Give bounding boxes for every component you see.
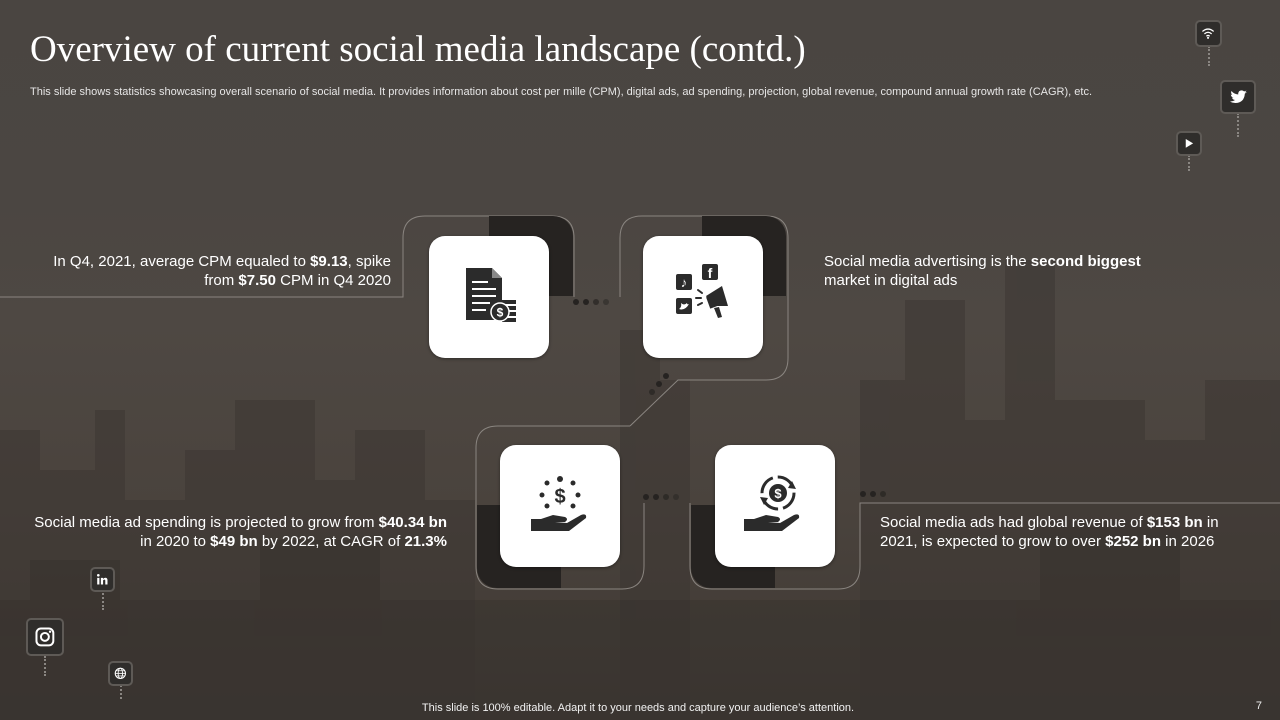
linkedin-icon [95,572,110,587]
instagram-icon [33,625,57,649]
svg-text:♪: ♪ [680,275,688,290]
money-hand-icon [525,471,595,541]
decor-line [44,656,46,676]
play-icon [1181,136,1196,151]
page-number: 7 [1255,700,1262,712]
decor-line [102,590,104,610]
global-revenue-icon [740,471,810,541]
twitter-badge [1220,80,1256,114]
digital-ads-tile [643,236,763,358]
decor-line [1208,46,1210,66]
footer-note: This slide is 100% editable. Adapt it to your needs and capture your audience’s attention. [421,702,855,714]
wifi-icon [1200,25,1216,41]
globe-icon [113,666,128,681]
decor-line [1237,113,1239,137]
play-badge [1176,131,1202,156]
decor-line [120,685,122,699]
social-megaphone-icon [668,262,738,332]
stat-global-revenue: Social media ads had global revenue of $153 bn in 2021, is expected to grow to over $252 bn in 2026 [880,514,1219,550]
stat-digital-ads: Social media advertising is the second biggest market in digital ads [824,253,1141,289]
stat-cpm: In Q4, 2021, average CPM equaled to $9.13, spike from $7.50 CPM in Q4 2020 [53,253,391,289]
svg-text:$: $ [496,305,504,320]
cpm-invoice-icon [454,262,524,332]
twitter-icon [1227,87,1249,108]
instagram-badge [26,618,64,656]
ad-spending-tile [500,445,620,567]
svg-text:$: $ [554,486,566,508]
linkedin-badge [90,567,115,592]
slide-title: Overview of current social media landscape (contd.) [30,29,806,70]
cpm-tile [429,236,549,358]
global-revenue-tile [715,445,835,567]
decor-line [1188,155,1190,171]
svg-text:$: $ [774,486,782,501]
globe-badge [108,661,133,686]
svg-text:f: f [707,265,713,281]
stat-ad-spending: Social media ad spending is projected to grow from $40.34 bn in 2020 to $49 bn by 2022, at CAGR of 21.3% [34,514,447,550]
wifi-badge [1195,20,1222,47]
slide-subtitle: This slide shows statistics showcasing overall scenario of social media. It provides information about cost per mille (CPM), digital ads, ad spending, projection, global revenue, compound annual growth rate (CAGR), etc. [30,86,1093,98]
